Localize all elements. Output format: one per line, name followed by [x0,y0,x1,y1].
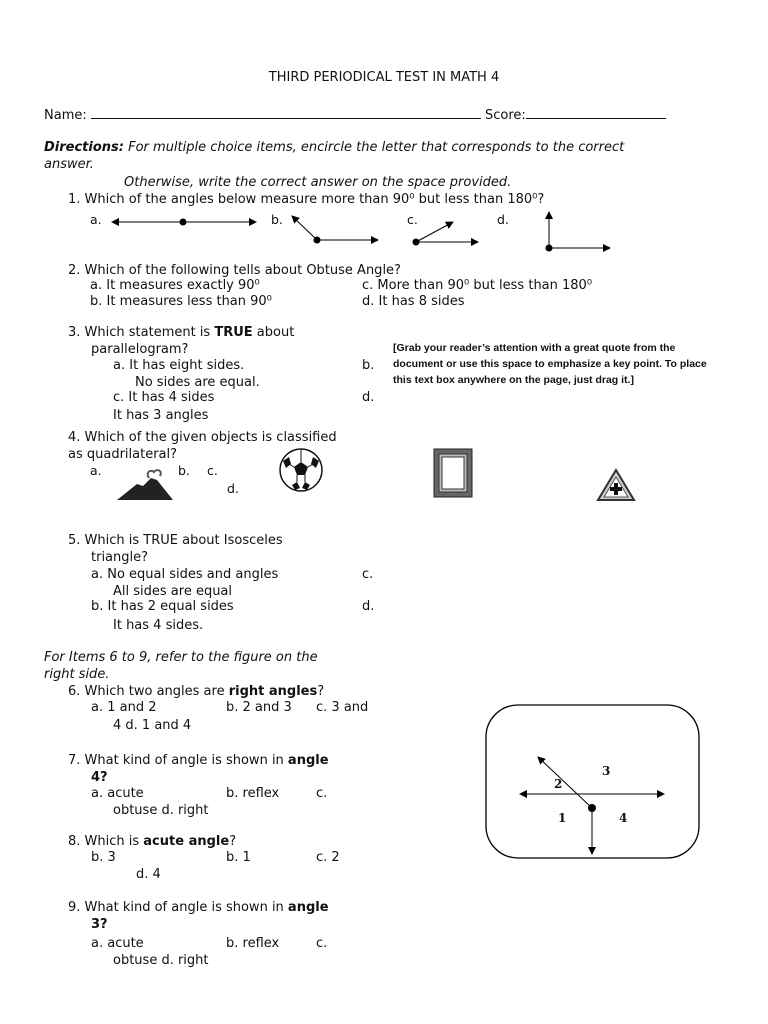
name-label: Name: [44,108,87,123]
q2-option-d[interactable]: d. It has 8 sides [362,294,465,309]
volcano-icon [115,468,175,502]
q5-option-c-letter[interactable]: c. [362,567,374,582]
q6-stem: 6. Which two angles are right angles? [68,684,325,699]
q5-option-d-text[interactable]: It has 4 sides. [113,618,204,633]
q8-option-a[interactable]: b. 3 [91,850,116,865]
q7-stem-line1: 7. What kind of angle is shown in angle [68,753,329,768]
q4-stem-line1: 4. Which of the given objects is classified [68,430,337,445]
q9-option-c-letter[interactable]: c. [316,936,328,951]
q3-stem-line2: parallelogram? [91,342,189,357]
q3-option-c[interactable]: c. It has 4 sides [113,390,215,405]
figure-label-3: 3 [602,764,611,778]
figure-label-4: 4 [619,811,628,825]
page-title: THIRD PERIODICAL TEST IN MATH 4 [268,70,500,85]
q9-stem-line1: 9. What kind of angle is shown in angle [68,900,329,915]
figure-label-2: 2 [554,777,563,791]
q7-option-cd[interactable]: obtuse d. right [113,803,209,818]
q1-option-a[interactable]: a. [90,212,102,227]
q5-option-b[interactable]: b. It has 2 equal sides [91,599,234,614]
picture-frame-icon [433,448,473,498]
straight-angle-icon [112,219,256,226]
q4-option-b[interactable]: b. [178,463,190,478]
q3-option-d-text[interactable]: It has 3 angles [113,408,209,423]
directions-line2: answer. [44,157,94,172]
q6-option-d[interactable]: 4 d. 1 and 4 [113,718,192,733]
items-note-line2: right side. [44,667,110,682]
q2-option-a[interactable]: a. It measures exactly 90⁰ [90,278,260,293]
q8-option-d[interactable]: d. 4 [136,867,161,882]
q6-option-b[interactable]: b. 2 and 3 [226,700,292,715]
q5-option-c-text[interactable]: All sides are equal [113,584,233,599]
q9-stem-line2: 3? [91,917,108,932]
q5-stem-line1: 5. Which is TRUE about Isosceles [68,533,283,548]
q1-option-d[interactable]: d. [497,212,509,227]
q1-option-b[interactable]: b. [271,212,283,227]
items-note-line1: For Items 6 to 9, refer to the figure on the [44,650,318,665]
q4-option-c[interactable]: c. [207,463,218,478]
q3-option-b-text[interactable]: No sides are equal. [135,375,260,390]
q3-option-d-letter[interactable]: d. [362,390,375,405]
q9-option-cd[interactable]: obtuse d. right [113,953,209,968]
score-label: Score: [485,108,526,123]
directions-line3: Otherwise, write the correct answer on the space provided. [124,175,512,190]
q8-stem: 8. Which is acute angle? [68,834,237,849]
acute-angle-icon [413,222,479,246]
q2-stem: 2. Which of the following tells about Obtuse Angle? [68,263,401,278]
directions-label: Directions: [44,140,124,155]
q8-option-b[interactable]: b. 1 [226,850,251,865]
q1-stem: 1. Which of the angles below measure more than 90⁰ but less than 180⁰? [68,192,545,207]
q3-option-b-letter[interactable]: b. [362,358,375,373]
q5-option-a[interactable]: a. No equal sides and angles [91,567,279,582]
q5-option-d-letter[interactable]: d. [362,599,375,614]
q1-option-c[interactable]: c. [407,212,418,227]
q5-stem-line2: triangle? [91,550,149,565]
q4-stem-line2: as quadrilateral? [68,447,178,462]
directions-line1: Directions: For multiple choice items, encircle the letter that corresponds to the correct [44,140,625,155]
q4-option-a[interactable]: a. [90,463,102,478]
q6-option-a[interactable]: a. 1 and 2 [91,700,157,715]
q6-option-c[interactable]: c. 3 and [316,700,369,715]
q4-option-d[interactable]: d. [227,481,239,496]
q7-option-b[interactable]: b. reflex [226,786,280,801]
soccer-ball-icon [278,447,324,493]
pull-quote-placeholder[interactable]: [Grab your reader’s attention with a great quote from the document or use this space to emphasize a key point. To place this text box anywhere on the page, just drag it.] [393,342,707,386]
q2-option-c[interactable]: c. More than 90⁰ but less than 180⁰ [362,278,593,293]
right-angle-icon [546,212,611,252]
obtuse-angle-icon [292,216,378,244]
q7-option-a[interactable]: a. acute [91,786,144,801]
q3-stem-line1: 3. Which statement is TRUE about [68,325,295,340]
q9-option-b[interactable]: b. reflex [226,936,280,951]
q7-option-c-letter[interactable]: c. [316,786,328,801]
q3-option-a[interactable]: a. It has eight sides. [113,358,245,373]
q9-option-a[interactable]: a. acute [91,936,144,951]
q7-stem-line2: 4? [91,770,108,785]
q2-option-b[interactable]: b. It measures less than 90⁰ [90,294,272,309]
q8-option-c[interactable]: c. 2 [316,850,340,865]
figure-label-1: 1 [558,811,567,825]
warning-cross-sign-icon [596,468,636,502]
